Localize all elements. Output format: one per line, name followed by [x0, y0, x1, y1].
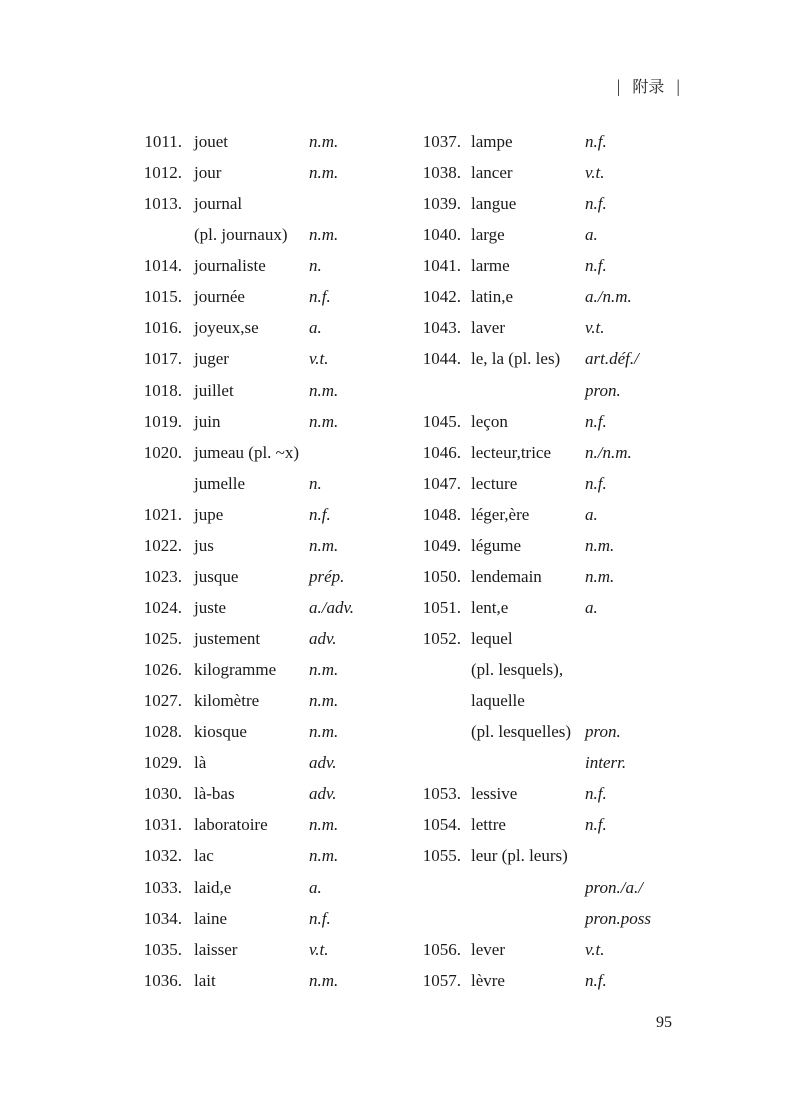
header-separator-right: |	[676, 76, 680, 96]
entry-part-of-speech: v.t.	[309, 939, 329, 959]
entry-part-of-speech: prép.	[309, 566, 345, 586]
entry-word: lecteur,trice	[471, 442, 552, 462]
entry-word: juste	[194, 597, 227, 617]
entry-number: 1017.	[143, 349, 182, 369]
header-separator-left: |	[616, 76, 621, 96]
entry-number: 1027.	[143, 691, 182, 711]
entry-part-of-speech: a.	[585, 225, 598, 245]
entry-word: (pl. lesquels),	[471, 660, 564, 680]
vocab-entry	[136, 250, 406, 281]
vocab-entry	[415, 126, 695, 157]
header-title: 附录	[632, 77, 665, 96]
entry-word: jusque	[194, 566, 239, 586]
entry-part-of-speech: a.	[585, 597, 598, 617]
vocab-entry	[415, 281, 695, 312]
vocab-entry	[136, 530, 406, 561]
vocab-entry	[136, 219, 406, 250]
vocab-entry	[415, 157, 695, 188]
vocab-entry	[415, 965, 695, 996]
entry-number: 1049.	[422, 535, 461, 555]
entry-number: 1040.	[422, 225, 461, 245]
entry-part-of-speech: pron.poss	[585, 908, 651, 928]
vocab-entry	[136, 934, 406, 965]
entry-word: laisser	[194, 939, 238, 959]
entry-word: latin,e	[471, 287, 514, 307]
entry-part-of-speech: n.m.	[309, 411, 339, 431]
entry-word: jumeau (pl. ~x)	[194, 442, 300, 462]
entry-number: 1048.	[422, 504, 461, 524]
entry-part-of-speech: n.f.	[585, 194, 607, 214]
entry-number: 1026.	[143, 660, 182, 680]
entry-number: 1018.	[143, 380, 182, 400]
vocab-entry	[136, 281, 406, 312]
vocab-entry	[136, 343, 406, 374]
entry-part-of-speech: adv.	[309, 629, 337, 648]
entry-number: 1053.	[422, 784, 461, 804]
vocab-entry	[136, 809, 406, 840]
entry-number: 1046.	[422, 442, 461, 462]
entry-number: 1015.	[143, 287, 182, 307]
page-number: 95	[656, 1014, 672, 1031]
entry-number: 1022.	[143, 535, 182, 555]
entry-word: laboratoire	[194, 815, 268, 835]
vocab-entry	[136, 747, 406, 778]
entry-word: juger	[194, 349, 229, 369]
entry-word: lendemain	[471, 566, 542, 586]
entry-word: légume	[471, 535, 522, 555]
entry-word: jupe	[194, 504, 224, 524]
entry-word: jouet	[194, 132, 228, 151]
entry-number: 1013.	[143, 194, 182, 214]
entry-part-of-speech: n.f.	[585, 815, 607, 835]
entry-number: 1052.	[422, 629, 461, 648]
entry-part-of-speech: n.	[309, 473, 322, 493]
vocab-entry	[415, 312, 695, 343]
entry-part-of-speech: v.t.	[585, 318, 605, 338]
vocab-entry	[136, 406, 406, 437]
vocab-entry	[136, 685, 406, 716]
vocab-entry	[415, 809, 695, 840]
entry-word: lent,e	[471, 597, 509, 617]
entry-part-of-speech: art.déf./	[585, 349, 639, 369]
entry-number: 1035.	[143, 939, 182, 959]
entry-number: 1025.	[143, 629, 182, 648]
vocab-entry	[415, 437, 695, 468]
vocab-entry	[136, 188, 406, 219]
entry-number: 1032.	[143, 846, 182, 866]
vocab-entry	[136, 965, 406, 996]
entry-word: laquelle	[471, 691, 525, 711]
entry-word: laver	[471, 318, 505, 338]
entry-number: 1043.	[422, 318, 461, 338]
vocab-entry	[415, 592, 695, 623]
entry-number: 1044.	[422, 349, 461, 369]
entry-part-of-speech: n.f.	[585, 411, 607, 431]
entry-number: 1019.	[143, 411, 182, 431]
entry-part-of-speech: a.	[309, 318, 322, 338]
entry-word: kilomètre	[194, 691, 260, 711]
vocab-entry	[136, 872, 406, 903]
vocab-entry	[415, 499, 695, 530]
vocab-entry	[415, 872, 695, 903]
entry-word: larme	[471, 256, 510, 276]
entry-word: léger,ère	[471, 504, 530, 524]
entry-word: lèvre	[471, 970, 505, 990]
entry-part-of-speech: n.f.	[585, 132, 607, 151]
vocab-entry	[415, 747, 695, 778]
entry-number: 1042.	[422, 287, 461, 307]
running-header	[617, 74, 680, 97]
entry-number: 1020.	[143, 442, 182, 462]
vocab-entry	[136, 903, 406, 934]
entry-number: 1031.	[143, 815, 182, 835]
entry-number: 1033.	[143, 877, 182, 897]
vocab-entry	[415, 343, 695, 374]
entry-word: jour	[194, 163, 222, 183]
entry-number: 1021.	[143, 504, 182, 524]
vocabulary-column-right	[415, 126, 695, 996]
vocab-entry	[136, 437, 406, 468]
entry-part-of-speech: n.m.	[309, 722, 339, 742]
entry-number: 1024.	[143, 597, 182, 617]
entry-part-of-speech: n.m.	[585, 535, 615, 555]
vocab-entry	[415, 903, 695, 934]
entry-word: lever	[471, 939, 505, 959]
entry-word: juillet	[194, 380, 234, 400]
entry-word: laine	[194, 908, 228, 928]
entry-word: là-bas	[194, 784, 235, 804]
entry-part-of-speech: n.f.	[309, 504, 331, 524]
entry-part-of-speech: v.t.	[585, 163, 605, 183]
entry-number: 1014.	[143, 256, 182, 276]
vocab-entry	[415, 654, 695, 685]
entry-number: 1016.	[143, 318, 182, 338]
entry-number: 1023.	[143, 566, 182, 586]
entry-number: 1056.	[422, 939, 461, 959]
vocab-entry	[136, 312, 406, 343]
entry-number: 1037.	[422, 132, 461, 151]
vocab-entry	[415, 530, 695, 561]
entry-number: 1051.	[422, 597, 461, 617]
entry-word: lac	[194, 846, 214, 866]
entry-number: 1047.	[422, 473, 461, 493]
entry-word: jumelle	[194, 473, 245, 493]
vocab-entry	[415, 623, 695, 654]
entry-part-of-speech: n.m.	[309, 380, 339, 400]
entry-number: 1028.	[143, 722, 182, 742]
entry-word: laid,e	[194, 877, 232, 897]
entry-part-of-speech: adv.	[309, 753, 337, 773]
entry-word: le, la (pl. les)	[471, 349, 561, 369]
entry-word: lampe	[471, 132, 513, 151]
entry-number: 1012.	[143, 163, 182, 183]
vocab-entry	[136, 623, 406, 654]
vocab-entry	[136, 778, 406, 809]
vocabulary-column-left	[136, 126, 406, 996]
entry-word: lait	[194, 970, 216, 990]
entry-part-of-speech: n.f.	[309, 908, 331, 928]
entry-part-of-speech: n.m.	[309, 660, 339, 680]
vocab-entry	[136, 840, 406, 871]
entry-number: 1039.	[422, 194, 461, 214]
entry-number: 1054.	[422, 815, 461, 835]
entry-part-of-speech: v.t.	[585, 939, 605, 959]
entry-part-of-speech: n.m.	[309, 163, 339, 183]
entry-number: 1041.	[422, 256, 461, 276]
entry-word: journal	[194, 194, 243, 214]
entry-word: journaliste	[194, 256, 266, 276]
entry-part-of-speech: n.m.	[585, 566, 615, 586]
entry-part-of-speech: n./n.m.	[585, 442, 632, 462]
entry-word: (pl. lesquelles)	[471, 722, 572, 742]
vocab-entry	[136, 592, 406, 623]
vocab-entry	[415, 188, 695, 219]
entry-word: juin	[194, 411, 221, 431]
entry-part-of-speech: n.f.	[585, 473, 607, 493]
entry-number: 1034.	[143, 908, 182, 928]
vocab-entry	[415, 406, 695, 437]
vocab-entry	[136, 716, 406, 747]
entry-number: 1030.	[143, 784, 182, 804]
entry-part-of-speech: a./adv.	[309, 597, 355, 617]
entry-part-of-speech: a./n.m.	[585, 287, 632, 307]
entry-word: lequel	[471, 629, 513, 648]
vocab-entry	[415, 934, 695, 965]
entry-word: là	[194, 753, 207, 773]
entry-part-of-speech: v.t.	[309, 349, 329, 369]
vocab-entry	[415, 561, 695, 592]
vocab-entry	[415, 716, 695, 747]
vocab-entry	[415, 468, 695, 499]
entry-part-of-speech: pron.	[585, 722, 621, 742]
vocab-entry	[415, 778, 695, 809]
vocab-entry	[415, 219, 695, 250]
vocab-entry	[136, 561, 406, 592]
vocab-entry	[136, 126, 406, 157]
entry-part-of-speech: n.f.	[585, 256, 607, 276]
entry-number: 1029.	[143, 753, 182, 773]
vocab-entry	[136, 157, 406, 188]
entry-part-of-speech: n.f.	[585, 970, 607, 990]
entry-part-of-speech: n.f.	[585, 784, 607, 804]
entry-word: langue	[471, 194, 517, 214]
vocab-entry	[415, 250, 695, 281]
vocab-entry	[136, 654, 406, 685]
entry-part-of-speech: adv.	[309, 784, 337, 804]
entry-number: 1050.	[422, 566, 461, 586]
vocab-entry	[136, 499, 406, 530]
vocab-entry	[136, 468, 406, 499]
entry-word: (pl. journaux)	[194, 225, 288, 245]
entry-word: kiosque	[194, 722, 247, 742]
entry-part-of-speech: n.m.	[309, 691, 339, 711]
entry-part-of-speech: a.	[309, 877, 322, 897]
entry-part-of-speech: n.	[309, 256, 322, 276]
entry-word: jus	[194, 535, 214, 555]
entry-part-of-speech: n.m.	[309, 815, 339, 835]
entry-number: 1055.	[422, 846, 461, 866]
entry-word: lecture	[471, 473, 518, 493]
entry-word: joyeux,se	[194, 318, 259, 338]
entry-word: leçon	[471, 411, 508, 431]
entry-part-of-speech: interr.	[585, 753, 627, 773]
entry-number: 1036.	[143, 970, 182, 990]
entry-word: lettre	[471, 815, 506, 835]
entry-word: lessive	[471, 784, 518, 804]
entry-part-of-speech: n.m.	[309, 970, 339, 990]
entry-part-of-speech: n.m.	[309, 132, 339, 151]
vocab-entry	[415, 375, 695, 406]
entry-word: large	[471, 225, 505, 245]
entry-part-of-speech: pron.	[585, 380, 621, 400]
entry-word: journée	[194, 287, 245, 307]
entry-part-of-speech: n.m.	[309, 846, 339, 866]
entry-number: 1011.	[144, 132, 182, 151]
entry-part-of-speech: n.m.	[309, 535, 339, 555]
entry-number: 1045.	[422, 411, 461, 431]
entry-word: leur (pl. leurs)	[471, 846, 568, 866]
entry-word: kilogramme	[194, 660, 277, 680]
entry-part-of-speech: pron./a./	[585, 877, 643, 897]
entry-word: justement	[194, 629, 261, 648]
entry-number: 1057.	[422, 970, 461, 990]
vocab-entry	[415, 840, 695, 871]
vocab-entry	[415, 685, 695, 716]
entry-word: lancer	[471, 163, 513, 183]
entry-part-of-speech: n.f.	[309, 287, 331, 307]
entry-number: 1038.	[422, 163, 461, 183]
vocab-entry	[136, 375, 406, 406]
entry-part-of-speech: n.m.	[309, 225, 339, 245]
entry-part-of-speech: a.	[585, 504, 598, 524]
